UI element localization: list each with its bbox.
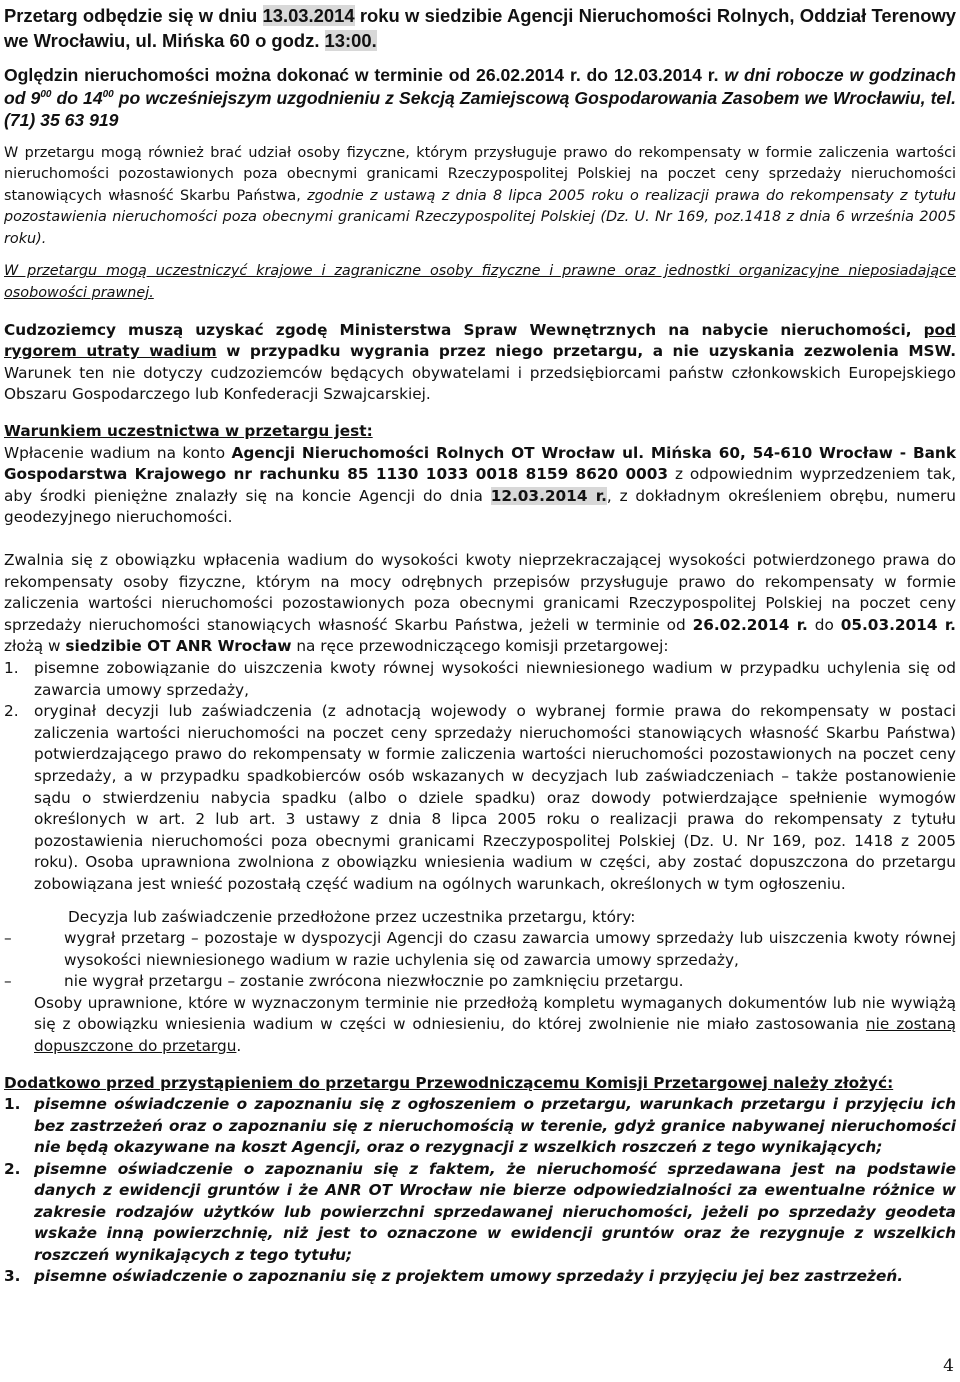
decision-intro: Decyzja lub zaświadczenie przedłożone przez uczestnika przetargu, który:	[68, 907, 636, 926]
additional-list	[4, 1094, 956, 1288]
authorized-persons-paragraph: Osoby uprawnione, które w wyznaczonym terminie nie przedłożą kompletu wymaganych dokumentów lub nie wywiążą się z obowiązku wniesienia wadium w części w odniesieniu, do której zwolnienie nie miało zastosowania nie zostaną dopuszczone do przetargu.	[34, 993, 956, 1056]
list-item: 2. oryginał decyzji lub zaświadczenia (z adnotacją wojewody o wybranej formie prawa do rekompensaty w postaci zaliczenia wartości nieruchomości na poczet ceny sprzedaży nieruchomości stanowiących własność Skarbu Państwa) potwierdzającego prawo do rekompensaty w formie zaliczenia wartości nieruchomości pozostawionych na poczet ceny sprzedaży, a w przypadku spadkobierców osób wskazanych w decyzjach lub zaświadczeniach – także postanowienie sądu o stwierdzeniu nabycia spadku (albo o dziele spadku) oraz dowody potwierdzające spełnienie wymogów określonych w art. 2 lub art. 3 ustawy z dnia 8 lipca 2005 roku o realizacji prawa do rekompensaty z tytułu pozostawienia nieruchomości poza obecnymi granicami Rzeczypospolitej Polskiej (Dz. U. Nr 169, poz. 1418 z 2005 roku). Osoba uprawniona zwolniona z obowiązku wniesienia wadium w części, aby zostać dopuszczona do przetargu zobowiązana jest wnieść pozostałą część wadium na ogólnych warunkach, określonych w tym ogłoszeniu.	[4, 702, 956, 893]
conditions-heading: Warunkiem uczestnictwa w przetargu jest:	[4, 422, 373, 441]
auction-time: 13:00.	[324, 29, 377, 51]
exemption-list	[4, 658, 956, 896]
participants-paragraph: W przetargu mogą uczestniczyć krajowe i zagraniczne osoby fizyczne i prawne oraz jednostki organizacyjne nieposiadające osobowości prawnej.	[4, 263, 956, 302]
list-item: 2. pisemne oświadczenie o zapoznaniu się z faktem, że nieruchomość sprzedawana jest na podstawie danych z ewidencji gruntów i że ANR OT Wrocław nie bierze odpowiedzialności za ewentualne różnice w zakresie rodzajów użytków lub powierzchni sprzedawanej nieruchomości, jeżeli po sprzedaży geodeta wskaże inną powierzchnię, niż jest to oznaczone w ewidencji gruntów oraz że rezygnuje z wszelkich roszczeń wynikających z tego tytułu;	[4, 1159, 956, 1264]
deposit-paragraph: Wpłacenie wadium na konto Agencji Nieruchomości Rolnych OT Wrocław ul. Mińska 60, 54-610 Wrocław - Bank Gospodarstwa Krajowego nr rachunku 85 1130 1033 0018 8159 8620 0003 z odpowiednim wyprzedzeniem tak, aby środki pieniężne znalazły się na koncie Agencji do dnia 12.03.2014 r., z dokładnym określeniem obrębu, numeru geodezyjnego nieruchomości.	[4, 443, 956, 527]
exemption-paragraph: Zwalnia się z obowiązku wpłacenia wadium do wysokości kwoty nieprzekraczającej wysokości potwierdzonego prawa do rekompensaty osoby fizyczne, którym na mocy odrębnych przepisów przysługuje prawo do rekompensaty w formie zaliczenia wartości nieruchomości pozostawionych poza obecnymi granicami Rzeczypospolitej Polskiej na poczet ceny sprzedaży nieruchomości stanowiących własność Skarbu Państwa, jeżeli w terminie od 26.02.2014 r. do 05.03.2014 r. złożą w siedzibie OT ANR Wrocław na ręce przewodniczącego komisji przetargowej:	[4, 551, 956, 656]
inspection-paragraph: Oględzin nieruchomości można dokonać w terminie od 26.02.2014 r. do 12.03.2014 r. w dni robocze w godzinach od $9^{00}$ do $14^{00}$ po wcześniejszym uzgodnieniu z Sekcją Zamiejscową Gospodarowania Zasobem we Wrocławiu, tel. (71) 35 63 919	[4, 65, 956, 130]
list-item: 1. pisemne oświadczenie o zapoznaniu się z ogłoszeniem o przetargu, warunkach przetargu i przyjęciu ich bez zastrzeżeń oraz o zapoznaniu się z nieruchomością w terenie, gdyż granice nabywanej nieruchomości nie będą okazywane na koszt Agencji, oraz o rezygnacji z wszelkich roszczeń z tego wynikających;	[4, 1095, 956, 1157]
list-item: 3. pisemne oświadczenie o zapoznaniu się z projektem umowy sprzedaży i przyjęciu jej bez zastrzeżeń.	[4, 1267, 904, 1286]
additional-heading: Dodatkowo przed przystąpieniem do przetargu Przewodniczącemu Komisji Przetargowej należy złożyć:	[4, 1073, 894, 1092]
list-item: 1. pisemne zobowiązanie do uiszczenia kwoty równej wysokości niewniesionego wadium w przypadku uchylenia się od zawarcia umowy sprzedaży,	[4, 658, 956, 699]
decision-list	[4, 928, 956, 993]
foreigners-paragraph: Cudzoziemcy muszą uzyskać zgodę Ministerstwa Spraw Wewnętrznych na nabycie nieruchomości, pod rygorem utraty wadium w przypadku wygrania przez niego przetargu, a nie uzyskania zezwolenia MSW. Warunek ten nie dotyczy cudzoziemców będących obywatelami i przedsiębiorcami państw członkowskich Europejskiego Obszaru Gospodarczego lub Konfederacji Szwajcarskiej.	[4, 320, 956, 404]
list-item: – nie wygrał przetargu – zostanie zwrócona niezwłocznie po zamknięciu przetargu.	[4, 972, 684, 991]
bank-account: Agencji Nieruchomości Rolnych OT Wrocław ul. Mińska 60, 54-610 Wrocław - Bank Gospodarstwa Krajowego nr rachunku 85 1130 1033 0018 8159 8620 0003	[4, 443, 956, 484]
auction-date: 13.03.2014	[262, 5, 355, 26]
auction-date-paragraph: Przetarg odbędzie się w dniu 13.03.2014 roku w siedzibie Agencji Nieruchomości Rolnych, Oddział Terenowy we Wrocławiu, ul. Mińska 60 o godz. 13:00.	[4, 5, 957, 51]
page-number: 4	[943, 1356, 954, 1376]
compensation-paragraph: W przetargu mogą również brać udział osoby fizyczne, którym przysługuje prawo do rekompensaty w formie zaliczenia wartości nieruchomości pozostawionych poza obecnymi granicami Rzeczypospolitej Polskiej na poczet ceny sprzedaży nieruchomości stanowiących własność Skarbu Państwa, zgodnie z ustawą z dnia 8 lipca 2005 roku o realizacji prawa do rekompensaty z tytułu pozostawienia nieruchomości poza obecnymi granicami Rzeczypospolitej Polskiej (Dz. U. Nr 169, poz.1418 z dnia 6 września 2005 roku).	[4, 144, 956, 247]
list-item: – wygrał przetarg – pozostaje w dyspozycji Agencji do czasu zawarcia umowy sprzedaży lub uiszczenia kwoty równej wysokości niewniesionego wadium w razie uchylenia się od zawarcia umowy sprzedaży,	[4, 929, 956, 969]
deposit-deadline: 12.03.2014 r.	[490, 486, 607, 505]
